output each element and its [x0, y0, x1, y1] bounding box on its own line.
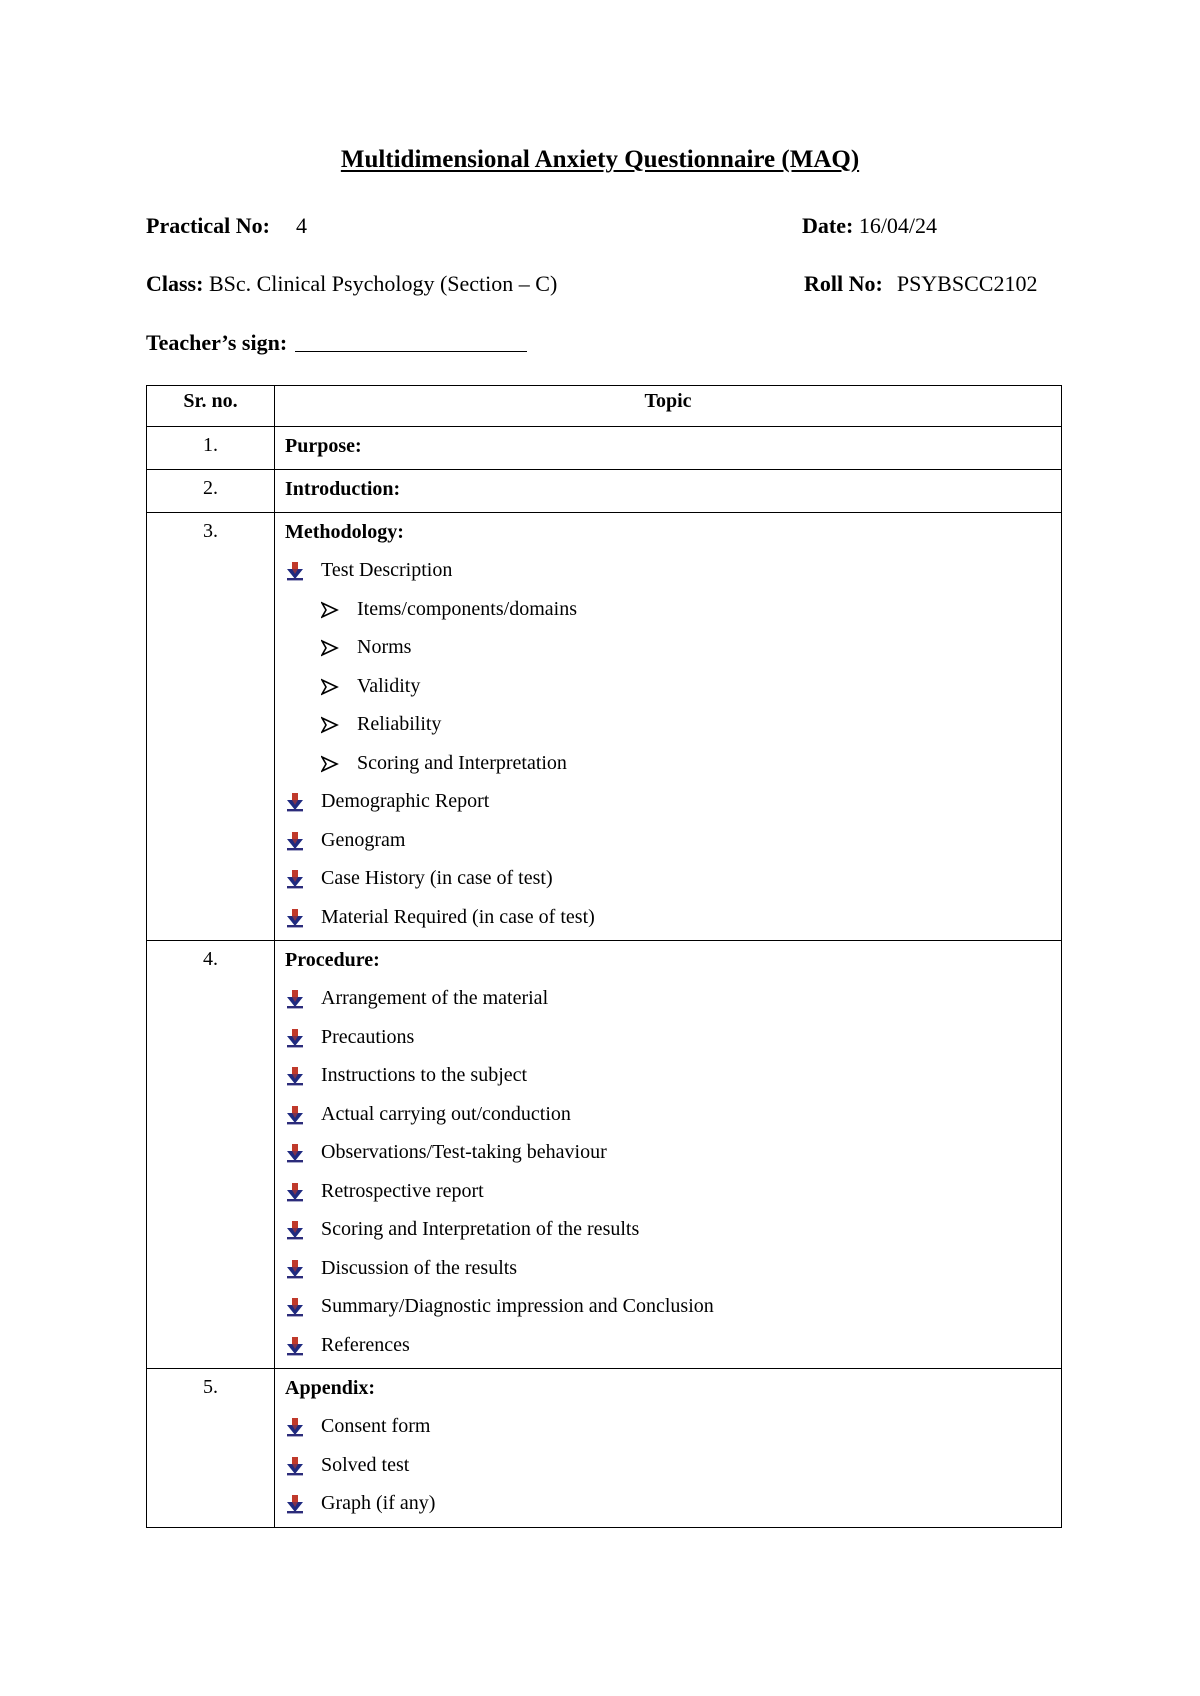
- topics-table: [146, 385, 1062, 1528]
- down-arrow-icon: [285, 988, 321, 1008]
- sr-no-cell: 3.: [147, 513, 275, 941]
- list-item-label: Discussion of the results: [321, 1256, 518, 1279]
- down-arrow-icon: [285, 1416, 321, 1436]
- list-item-label: Demographic Report: [321, 790, 490, 812]
- list-item-label: References: [321, 1333, 410, 1356]
- list-item-label: Instructions to the subject: [321, 1064, 528, 1086]
- list-item: [285, 1056, 1051, 1095]
- list-item-label: Test Description: [321, 559, 453, 581]
- down-arrow-icon: [285, 1258, 321, 1278]
- list-item: [285, 1407, 1051, 1446]
- list-item: [285, 979, 1051, 1018]
- down-arrow-icon: [285, 1219, 321, 1239]
- topic-cell: [275, 941, 1062, 1369]
- list-item: [285, 1287, 1051, 1326]
- list-item-label: Norms: [357, 636, 412, 658]
- table-row: [147, 1369, 1062, 1528]
- list-item-label: Case History (in case of test): [321, 867, 553, 889]
- chevron-right-icon: [321, 753, 357, 773]
- chevron-right-icon: [321, 637, 357, 657]
- list-item: [285, 1133, 1051, 1172]
- sub-list-item: [285, 590, 1051, 629]
- table-row: [147, 427, 1062, 470]
- sub-list-item: [285, 744, 1051, 783]
- list-item-label: Material Required (in case of test): [321, 905, 595, 928]
- list-item: [285, 1326, 1051, 1365]
- topic-cell: [275, 470, 1062, 513]
- teacher-sign: [146, 330, 527, 356]
- list-item: [285, 898, 1051, 937]
- list-item-label: Genogram: [321, 828, 406, 851]
- list-item: [285, 1018, 1051, 1057]
- list-item: [285, 1249, 1051, 1288]
- date-value: 16/04/24: [858, 213, 938, 238]
- down-arrow-icon: [285, 1142, 321, 1162]
- down-arrow-icon: [285, 791, 321, 811]
- list-item: [285, 1210, 1051, 1249]
- list-item: [285, 859, 1051, 898]
- list-item: [285, 1172, 1051, 1211]
- list-item-label: Scoring and Interpretation of the results: [321, 1218, 640, 1240]
- chevron-right-icon: [321, 676, 357, 696]
- list-item-label: Summary/Diagnostic impression and Conclusion: [321, 1295, 714, 1317]
- list-item: [285, 1484, 1051, 1523]
- list-item-label: Graph (if any): [321, 1492, 436, 1514]
- down-arrow-icon: [285, 1065, 321, 1085]
- table-header-row: [147, 386, 1062, 427]
- down-arrow-icon: [285, 907, 321, 927]
- list-item: [285, 782, 1051, 821]
- down-arrow-icon: [285, 1296, 321, 1316]
- down-arrow-icon: [285, 1335, 321, 1355]
- roll-no-value: PSYBSCC2102: [896, 271, 1038, 296]
- chevron-right-icon: [321, 714, 357, 734]
- class-label: Class:: [146, 271, 204, 296]
- down-arrow-icon: [285, 1181, 321, 1201]
- date-label: Date:: [802, 213, 854, 238]
- class: [146, 271, 557, 297]
- list-item-label: Solved test: [321, 1453, 410, 1476]
- table-row: [147, 470, 1062, 513]
- roll-no: [804, 271, 1037, 297]
- list-item-label: Arrangement of the material: [321, 987, 549, 1009]
- topic-cell: [275, 1369, 1062, 1528]
- topic-heading: Introduction:: [285, 478, 401, 500]
- practical-no-label: Practical No:: [146, 213, 270, 238]
- list-item: [285, 821, 1051, 860]
- down-arrow-icon: [285, 1027, 321, 1047]
- sr-no-cell: 2.: [147, 470, 275, 513]
- document-title: Multidimensional Anxiety Questionnaire (MAQ): [340, 146, 860, 173]
- list-item-label: Retrospective report: [321, 1179, 484, 1202]
- sub-list-item: [285, 628, 1051, 667]
- topic-cell: [275, 513, 1062, 941]
- down-arrow-icon: [285, 868, 321, 888]
- sr-no-cell: 5.: [147, 1369, 275, 1528]
- header-sr-no: Sr. no.: [147, 386, 275, 427]
- down-arrow-icon: [285, 830, 321, 850]
- list-item-label: Precautions: [321, 1025, 415, 1048]
- list-item-label: Validity: [357, 674, 421, 697]
- topic-heading: Methodology:: [285, 521, 404, 543]
- list-item: [285, 1095, 1051, 1134]
- list-item-label: Reliability: [357, 713, 442, 735]
- table-row: [147, 513, 1062, 941]
- sub-list-item: [285, 705, 1051, 744]
- list-item-label: Scoring and Interpretation: [357, 751, 567, 774]
- chevron-right-icon: [321, 599, 357, 619]
- sr-no-cell: 1.: [147, 427, 275, 470]
- header-topic: Topic: [275, 386, 1062, 427]
- down-arrow-icon: [285, 560, 321, 580]
- topic-heading: Purpose:: [285, 435, 362, 457]
- teacher-sign-label: Teacher’s sign:: [146, 330, 288, 355]
- roll-no-label: Roll No:: [804, 271, 883, 296]
- topic-heading: Procedure:: [285, 949, 380, 971]
- list-item-label: Items/components/domains: [357, 597, 577, 620]
- sr-no-cell: 4.: [147, 941, 275, 1369]
- list-item-label: Consent form: [321, 1415, 431, 1437]
- list-item-label: Actual carrying out/conduction: [321, 1102, 571, 1125]
- down-arrow-icon: [285, 1493, 321, 1513]
- list-item: [285, 551, 1051, 590]
- class-value: BSc. Clinical Psychology (Section – C): [208, 271, 558, 296]
- down-arrow-icon: [285, 1455, 321, 1475]
- practical-no: [146, 213, 307, 239]
- down-arrow-icon: [285, 1104, 321, 1124]
- signature-line: [295, 333, 527, 352]
- topic-cell: [275, 427, 1062, 470]
- topic-heading: Appendix:: [285, 1377, 376, 1399]
- sub-list-item: [285, 667, 1051, 706]
- table-row: [147, 941, 1062, 1369]
- date: [802, 213, 937, 239]
- list-item: [285, 1446, 1051, 1485]
- list-item-label: Observations/Test-taking behaviour: [321, 1141, 607, 1163]
- practical-no-value: 4: [296, 213, 307, 238]
